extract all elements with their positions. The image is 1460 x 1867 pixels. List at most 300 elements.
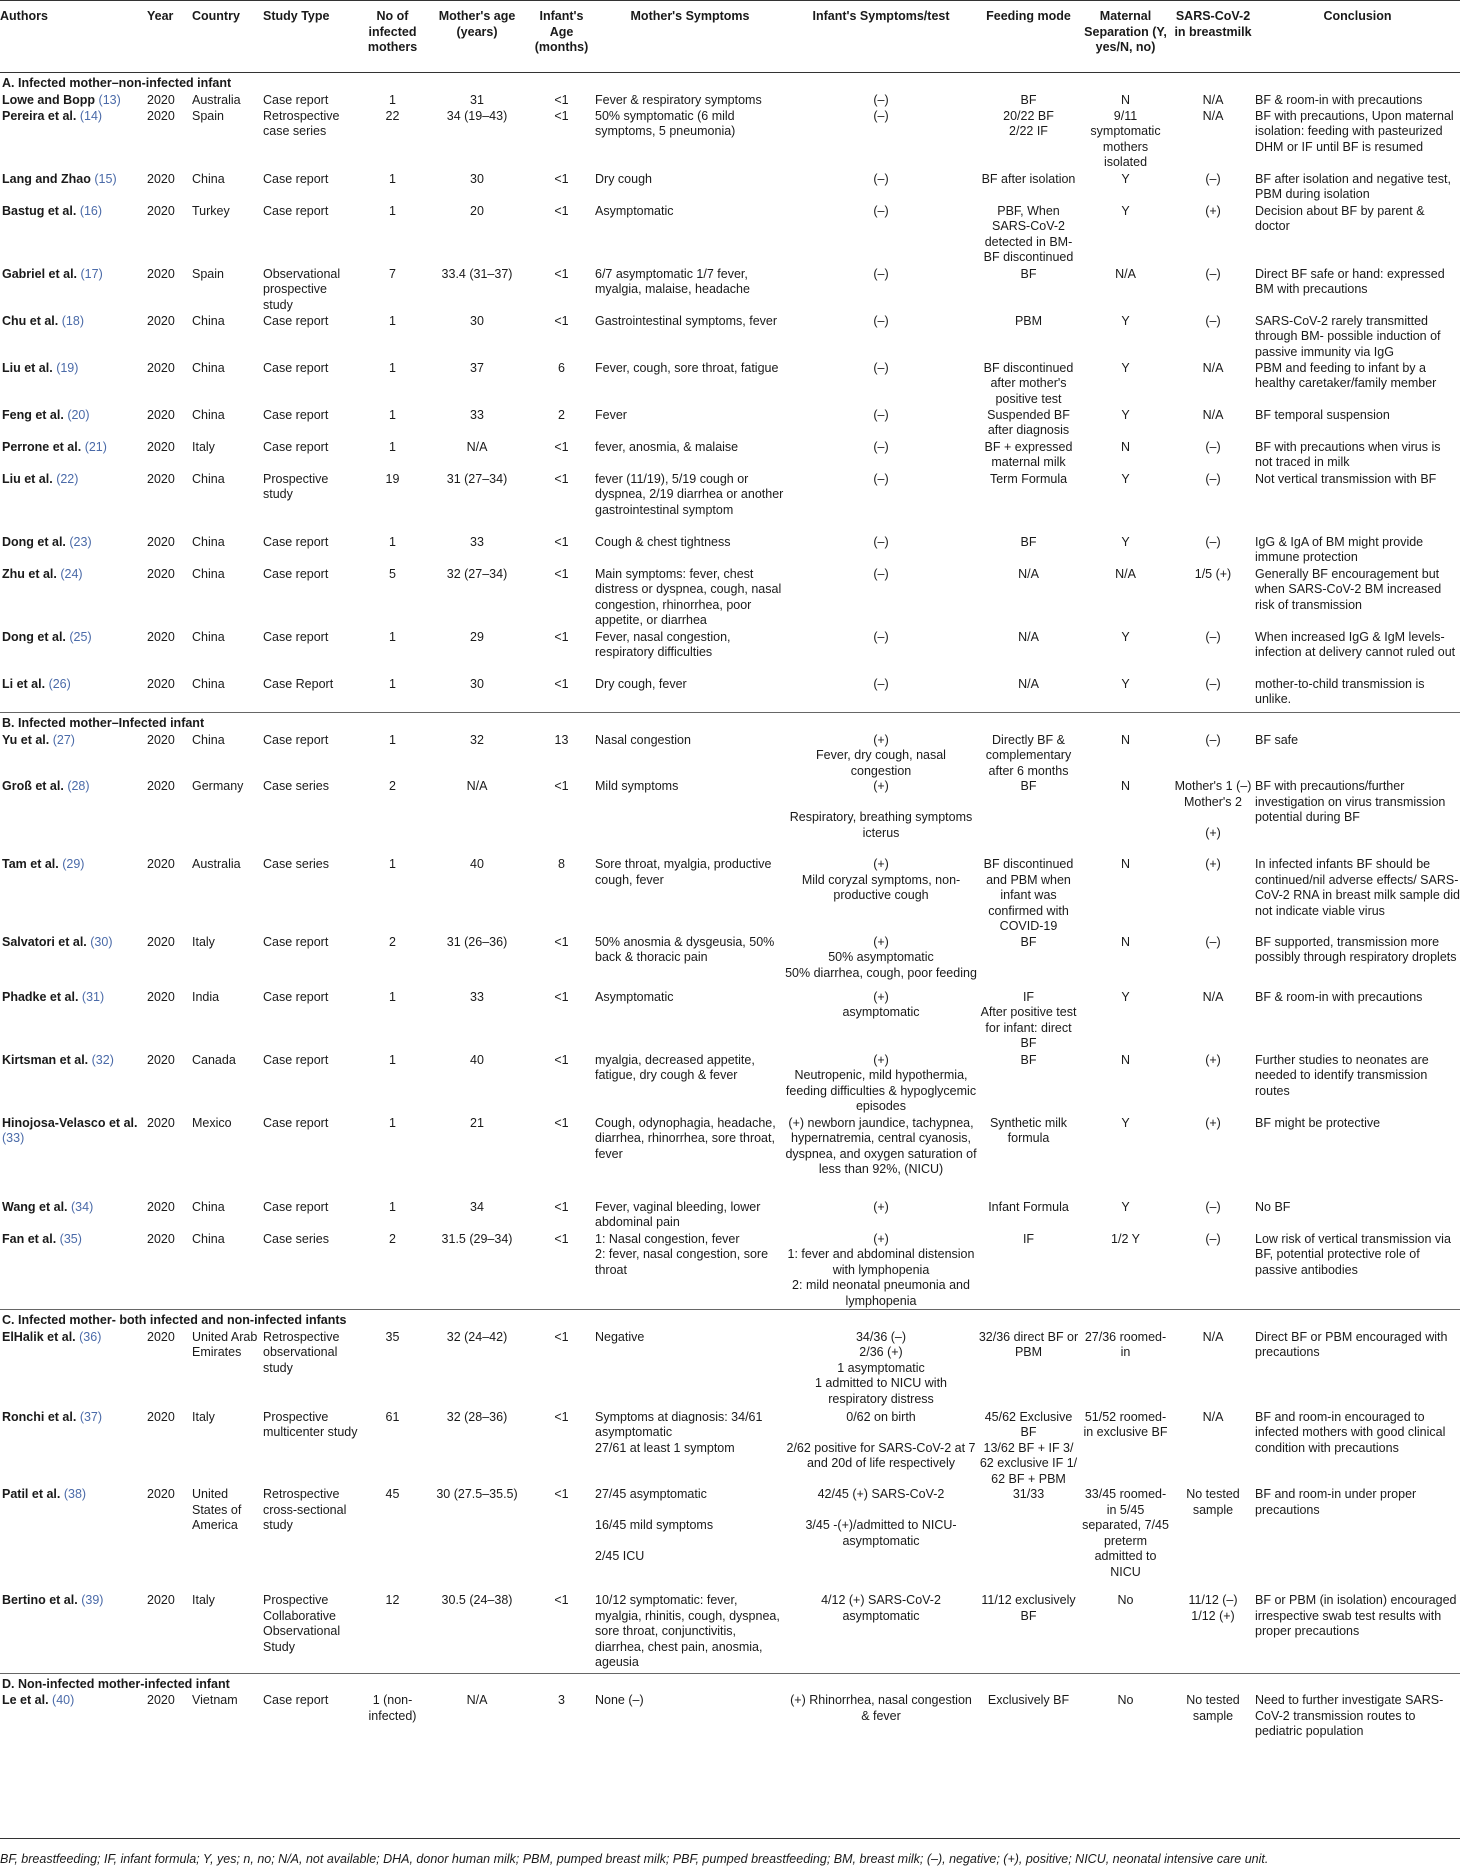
mothers-symptoms-cell: Negative xyxy=(595,1329,645,1344)
country-cell: China xyxy=(192,360,225,375)
maternal-separation-cell: 27/36 roomed-in xyxy=(1084,1329,1167,1359)
reference-link[interactable]: (14) xyxy=(79,108,103,123)
year-cell: 2020 xyxy=(147,203,175,218)
year-cell: 2020 xyxy=(147,1052,175,1067)
infected-mothers-cell: 1 xyxy=(389,732,396,747)
mothers-age-cell: 31 (26–36) xyxy=(446,934,508,949)
conclusion-cell: BF & room-in with precautions xyxy=(1255,92,1423,107)
maternal-separation-cell: N/A xyxy=(1115,566,1136,581)
mothers-symptoms-cell: Fever, cough, sore throat, fatigue xyxy=(595,360,779,375)
study-type-cell: Retrospective case series xyxy=(263,108,340,138)
table-row xyxy=(0,1053,1460,1116)
mothers-symptoms-cell: 50% symptomatic (6 mild symptoms, 5 pneumonia) xyxy=(595,108,736,138)
infected-mothers-cell: 1 xyxy=(389,1199,396,1214)
infected-mothers-cell: 2 xyxy=(389,934,396,949)
infants-symptoms-cell: 42/45 (+) SARS-CoV-2 3/45 -(+)/admitted to NICU-asymptomatic xyxy=(805,1487,957,1548)
maternal-separation-cell: Y xyxy=(1121,407,1130,422)
table-row xyxy=(0,630,1460,677)
feeding-mode-cell: PBM xyxy=(1014,313,1043,328)
reference-link[interactable]: (17) xyxy=(80,266,103,281)
infants-age-cell: <1 xyxy=(554,566,569,581)
author-cell xyxy=(0,1053,147,1116)
infected-mothers-cell: 61 xyxy=(385,1409,400,1424)
author-name: Dong et al. xyxy=(2,629,66,644)
conclusion-cell: BF supported, transmission more possibly through respiratory droplets xyxy=(1255,934,1457,964)
mothers-symptoms-cell: Asymptomatic xyxy=(595,203,674,218)
mothers-symptoms-cell: Cough & chest tightness xyxy=(595,534,731,549)
infants-symptoms-cell: (–) xyxy=(873,313,889,328)
author-cell xyxy=(0,535,147,567)
table-row xyxy=(0,361,1460,408)
col-header-authors: Authors xyxy=(0,1,147,73)
infants-symptoms-cell: (+) Respiratory, breathing symptoms icterus xyxy=(789,779,973,840)
feeding-mode-cell: N/A xyxy=(1018,566,1039,581)
feeding-mode-cell: N/A xyxy=(1018,676,1039,691)
infants-symptoms-cell: (+) Fever, dry cough, nasal congestion xyxy=(816,732,946,778)
year-cell: 2020 xyxy=(147,989,175,1004)
feeding-mode-cell: BF discontinued and PBM when infant was confirmed with COVID-19 xyxy=(983,857,1074,933)
mothers-symptoms-cell: Mild symptoms xyxy=(595,779,679,793)
col-header-mothers-symptoms: Mother's Symptoms xyxy=(595,1,785,73)
reference-link[interactable]: (16) xyxy=(79,203,103,218)
infected-mothers-cell: 1 xyxy=(389,92,396,107)
breastmilk-result-cell: (–) xyxy=(1205,534,1221,549)
author-name: Wang et al. xyxy=(2,1199,68,1214)
study-type-cell: Case series xyxy=(263,779,329,793)
conclusion-cell: BF or PBM (in isolation) encouraged irrespective swab test results with proper precautions xyxy=(1255,1593,1457,1638)
col-header-maternal-separation: Maternal Separation (Y, yes/N, no) xyxy=(1080,1,1171,73)
mothers-age-cell: N/A xyxy=(466,1693,488,1707)
country-cell: United Arab Emirates xyxy=(192,1329,258,1359)
conclusion-cell: No BF xyxy=(1255,1199,1291,1214)
infected-mothers-cell: 1 xyxy=(389,203,396,218)
feeding-mode-cell: 11/12 exclusively BF xyxy=(981,1593,1076,1623)
breastmilk-result-cell: (–) xyxy=(1205,934,1221,949)
mothers-symptoms-cell: Cough, odynophagia, headache, diarrhea, rhinorrhea, sore throat, fever xyxy=(595,1115,776,1161)
table-row xyxy=(0,1200,1460,1232)
country-cell: China xyxy=(192,676,225,691)
author-cell xyxy=(0,408,147,440)
country-cell: Italy xyxy=(192,1593,215,1607)
author-cell xyxy=(0,1693,147,1740)
reference-link[interactable]: (33) xyxy=(2,1131,25,1145)
year-cell: 2020 xyxy=(147,407,175,422)
author-cell xyxy=(0,1487,147,1593)
reference-link[interactable]: (20) xyxy=(67,407,90,422)
reference-link[interactable]: (24) xyxy=(60,566,83,581)
maternal-separation-cell: N xyxy=(1120,779,1131,793)
table-row xyxy=(0,935,1460,990)
infants-symptoms-cell: (+) Neutropenic, mild hypothermia, feeding difficulties & hypoglycemic episodes xyxy=(785,1052,977,1113)
mothers-symptoms-cell: 50% anosmia & dysgeusia, 50% back & thoracic pain xyxy=(595,934,775,964)
infants-age-cell: <1 xyxy=(554,471,569,486)
col-header-infants-age: Infant's Age (months) xyxy=(528,1,595,73)
breastmilk-result-cell: (–) xyxy=(1205,439,1221,454)
infected-mothers-cell: 1 xyxy=(389,439,396,454)
feeding-mode-cell: BF xyxy=(1020,266,1037,281)
section-row xyxy=(0,1673,1460,1693)
infants-symptoms-cell: (–) xyxy=(873,676,889,691)
author-cell xyxy=(0,440,147,472)
mothers-age-cell: 33.4 (31–37) xyxy=(441,266,513,281)
study-type-cell: Case report xyxy=(263,407,329,422)
year-cell: 2020 xyxy=(147,934,175,949)
maternal-separation-cell: Y xyxy=(1121,171,1130,186)
feeding-mode-cell: IF After positive test for infant: direct BF xyxy=(980,989,1077,1050)
year-cell: 2020 xyxy=(147,629,175,644)
mothers-age-cell: 20 xyxy=(470,203,484,218)
author-cell xyxy=(0,361,147,408)
conclusion-cell: BF & room-in with precautions xyxy=(1255,989,1423,1004)
author-cell xyxy=(0,935,147,990)
mothers-age-cell: 30 xyxy=(470,171,484,186)
country-cell: China xyxy=(192,1231,225,1246)
year-cell: 2020 xyxy=(147,471,175,486)
conclusion-cell: Direct BF or PBM encouraged with precautions xyxy=(1255,1329,1448,1359)
author-cell xyxy=(0,1200,147,1232)
feeding-mode-cell: BF xyxy=(1020,534,1037,549)
col-header-mothers-age: Mother's age (years) xyxy=(426,1,528,73)
reference-link[interactable]: (27) xyxy=(52,732,75,747)
section-title: D. Non-infected mother-infected infant xyxy=(0,1673,1460,1693)
country-cell: China xyxy=(192,534,225,549)
conclusion-cell: BF might be protective xyxy=(1255,1115,1381,1130)
author-cell xyxy=(0,677,147,713)
reference-link[interactable]: (28) xyxy=(67,779,90,793)
reference-link[interactable]: (15) xyxy=(94,171,117,186)
author-cell xyxy=(0,990,147,1053)
reference-link[interactable]: (32) xyxy=(91,1052,114,1067)
breastmilk-result-cell: N/A xyxy=(1202,1329,1224,1344)
section-title: C. Infected mother- both infected and non-infected infants xyxy=(0,1310,1460,1330)
infants-symptoms-cell: (–) xyxy=(873,534,889,549)
author-cell xyxy=(0,630,147,677)
maternal-separation-cell: N xyxy=(1120,439,1131,454)
conclusion-cell: BF after isolation and negative test, PBM during isolation xyxy=(1255,171,1451,201)
mothers-symptoms-cell: Symptoms at diagnosis: 34/61 asymptomatic 27/61 at least 1 symptom xyxy=(595,1409,763,1455)
section-row xyxy=(0,713,1460,733)
year-cell: 2020 xyxy=(147,534,175,549)
reference-link[interactable]: (18) xyxy=(61,313,84,328)
table-row xyxy=(0,314,1460,361)
infants-age-cell: <1 xyxy=(554,439,569,454)
infected-mothers-cell: 12 xyxy=(385,1593,400,1607)
infants-age-cell: <1 xyxy=(554,1231,569,1246)
infants-symptoms-cell: (+) newborn jaundice, tachypnea, hypernatremia, central cyanosis, dyspnea, and oxygen saturation of less than 92%, (NICU) xyxy=(785,1115,977,1176)
country-cell: China xyxy=(192,471,225,486)
table-row xyxy=(0,857,1460,935)
author-cell xyxy=(0,472,147,535)
table-row xyxy=(0,677,1460,713)
infants-symptoms-cell: 4/12 (+) SARS-CoV-2 asymptomatic xyxy=(821,1593,941,1623)
table-row xyxy=(0,1232,1460,1310)
study-type-cell: Case series xyxy=(263,1231,329,1246)
breastmilk-result-cell: No tested sample xyxy=(1186,1487,1240,1517)
author-cell xyxy=(0,733,147,780)
feeding-mode-cell: BF discontinued after mother's positive test xyxy=(983,360,1074,406)
infected-mothers-cell: 2 xyxy=(389,1231,396,1246)
infected-mothers-cell: 35 xyxy=(385,1329,400,1344)
author-cell xyxy=(0,204,147,267)
infected-mothers-cell: 1 xyxy=(389,629,396,644)
mothers-symptoms-cell: fever, anosmia, & malaise xyxy=(595,439,739,454)
infected-mothers-cell: 1 xyxy=(389,676,396,691)
infected-mothers-cell: 1 xyxy=(389,360,396,375)
year-cell: 2020 xyxy=(147,1115,175,1130)
maternal-separation-cell: Y xyxy=(1121,989,1130,1004)
infected-mothers-cell: 1 xyxy=(389,313,396,328)
reference-link[interactable]: (25) xyxy=(69,629,92,644)
mothers-symptoms-cell: Fever & respiratory symptoms xyxy=(595,92,762,107)
mothers-age-cell: 37 xyxy=(470,360,484,375)
year-cell: 2020 xyxy=(147,1693,175,1707)
mothers-age-cell: 30.5 (24–38) xyxy=(441,1593,513,1607)
breastmilk-result-cell: No tested sample xyxy=(1186,1693,1240,1723)
country-cell: India xyxy=(192,989,220,1004)
infants-age-cell: 13 xyxy=(554,732,569,747)
table-row xyxy=(0,733,1460,780)
infants-symptoms-cell: 34/36 (–) 2/36 (+) 1 asymptomatic 1 admitted to NICU with respiratory distress xyxy=(815,1329,947,1406)
year-cell: 2020 xyxy=(147,566,175,581)
conclusion-cell: BF and room-in encouraged to infected mothers with good clinical condition with precautions xyxy=(1255,1409,1446,1455)
infants-symptoms-cell: (+) Rhinorrhea, nasal congestion & fever xyxy=(790,1693,972,1723)
maternal-separation-cell: 9/11 symptomatic mothers isolated xyxy=(1090,108,1161,169)
mothers-symptoms-cell: Fever, vaginal bleeding, lower abdominal pain xyxy=(595,1199,761,1229)
year-cell: 2020 xyxy=(147,857,175,871)
breastmilk-result-cell: Mother's 1 (–) Mother's 2 (+) xyxy=(1174,779,1252,840)
country-cell: Germany xyxy=(192,779,244,793)
feeding-mode-cell: 31/33 xyxy=(1012,1487,1045,1501)
reference-link[interactable]: (21) xyxy=(84,439,107,454)
breastmilk-result-cell: (–) xyxy=(1205,1231,1221,1246)
country-cell: China xyxy=(192,313,225,328)
infected-mothers-cell: 1 xyxy=(389,171,396,186)
feeding-mode-cell: 32/36 direct BF or PBM xyxy=(978,1329,1079,1359)
breastmilk-result-cell: N/A xyxy=(1202,407,1224,422)
study-type-cell: Case report xyxy=(263,989,329,1004)
year-cell: 2020 xyxy=(147,732,175,747)
reference-link[interactable]: (38) xyxy=(63,1487,87,1501)
feeding-mode-cell: BF xyxy=(1020,934,1037,949)
author-cell xyxy=(0,1116,147,1200)
table-row xyxy=(0,172,1460,204)
conclusion-cell: BF with precautions, Upon maternal isolation: feeding with pasteurized DHM or IF until BF is resumed xyxy=(1255,108,1454,154)
author-name: Lowe and Bopp xyxy=(2,92,96,107)
table-row xyxy=(0,408,1460,440)
author-name: Pereira et al. xyxy=(2,108,77,123)
author-name: Le et al. xyxy=(2,1693,49,1707)
year-cell: 2020 xyxy=(147,266,175,281)
conclusion-cell: IgG & IgA of BM might provide immune protection xyxy=(1255,534,1424,564)
study-type-cell: Case report xyxy=(263,934,329,949)
infants-symptoms-cell: (–) xyxy=(873,439,889,454)
country-cell: China xyxy=(192,629,225,644)
reference-link[interactable]: (13) xyxy=(98,92,121,107)
mothers-age-cell: 32 xyxy=(470,732,484,747)
breastmilk-result-cell: N/A xyxy=(1202,1409,1224,1424)
country-cell: China xyxy=(192,566,225,581)
study-type-cell: Case Report xyxy=(263,676,334,691)
conclusion-cell: PBM and feeding to infant by a healthy caretaker/family member xyxy=(1255,360,1437,390)
maternal-separation-cell: Y xyxy=(1121,1115,1130,1130)
author-name: Fan et al. xyxy=(2,1231,57,1246)
col-header-sars-in-breastmilk: SARS-CoV-2 in breastmilk xyxy=(1171,1,1255,73)
infected-mothers-cell: 2 xyxy=(389,779,396,793)
infants-symptoms-cell: (+) asymptomatic xyxy=(842,989,920,1019)
infants-age-cell: <1 xyxy=(554,92,569,107)
mothers-symptoms-cell: 1: Nasal congestion, fever 2: fever, nasal congestion, sore throat xyxy=(595,1231,769,1277)
reference-link[interactable]: (37) xyxy=(79,1409,103,1424)
reference-link[interactable]: (26) xyxy=(48,676,71,691)
infected-mothers-cell: 1 xyxy=(389,1052,396,1067)
infants-age-cell: 8 xyxy=(558,857,565,871)
table-footnote: BF, breastfeeding; IF, infant formula; Y, yes; n, no; N/A, not available; DHA, donor human milk; PBM, pumped breast milk; PBF, pumped breastfeeding; BM, breast milk; (–), negative; (+), positive; NICU, neonatal intensive care unit. xyxy=(0,1852,1269,1866)
author-cell xyxy=(0,1330,147,1410)
col-header-country: Country xyxy=(192,1,263,73)
infected-mothers-cell: 1 xyxy=(389,407,396,422)
reference-link[interactable]: (39) xyxy=(81,1593,104,1607)
infants-symptoms-cell: (+) 50% asymptomatic 50% diarrhea, cough, poor feeding xyxy=(785,934,977,980)
feeding-mode-cell: BF xyxy=(1020,779,1037,793)
country-cell: China xyxy=(192,732,225,747)
mothers-age-cell: 30 (27.5–35.5) xyxy=(436,1487,518,1501)
conclusion-cell: When increased IgG & IgM levels-infection at delivery cannot ruled out xyxy=(1255,629,1456,659)
reference-link[interactable]: (34) xyxy=(71,1199,94,1214)
infants-symptoms-cell: (+) xyxy=(873,1199,889,1214)
breastmilk-result-cell: (+) xyxy=(1205,1115,1221,1130)
author-name: Lang and Zhao xyxy=(2,171,91,186)
conclusion-cell: BF safe xyxy=(1255,732,1299,747)
study-type-cell: Prospective Collaborative Observational Study xyxy=(263,1593,341,1654)
author-name: ElHalik et al. xyxy=(2,1329,76,1344)
conclusion-cell: BF with precautions/further investigation on virus transmission potential during BF xyxy=(1255,779,1446,824)
country-cell: China xyxy=(192,1199,225,1214)
conclusion-cell: Not vertical transmission with BF xyxy=(1255,471,1437,486)
mothers-symptoms-cell: 10/12 symptomatic: fever, myalgia, rhinitis, cough, dyspnea, sore throat, conjunctivitis, diarrhea, chest pain, anosmia, ageusia xyxy=(595,1593,780,1669)
mothers-age-cell: N/A xyxy=(466,439,488,454)
author-name: Li et al. xyxy=(2,676,46,691)
author-name: Chu et al. xyxy=(2,313,59,328)
mothers-symptoms-cell: Sore throat, myalgia, productive cough, fever xyxy=(595,857,772,887)
country-cell: Spain xyxy=(192,108,224,123)
author-name: Dong et al. xyxy=(2,534,66,549)
infants-symptoms-cell: (–) xyxy=(873,92,889,107)
year-cell: 2020 xyxy=(147,360,175,375)
author-cell xyxy=(0,172,147,204)
mothers-age-cell: 21 xyxy=(470,1115,484,1130)
section-title: B. Infected mother–Infected infant xyxy=(0,713,1460,733)
mothers-age-cell: 33 xyxy=(470,407,484,422)
table-row xyxy=(0,1593,1460,1673)
table-row xyxy=(0,535,1460,567)
breastmilk-result-cell: (–) xyxy=(1205,266,1221,281)
section-row xyxy=(0,73,1460,93)
country-cell: Vietnam xyxy=(192,1693,238,1707)
table-row xyxy=(0,1410,1460,1488)
infected-mothers-cell: 1 (non-infected) xyxy=(368,1693,417,1723)
maternal-separation-cell: No xyxy=(1117,1693,1134,1707)
feeding-mode-cell: Exclusively BF xyxy=(987,1693,1070,1707)
col-header-infants-symptoms: Infant's Symptoms/test xyxy=(785,1,977,73)
mothers-age-cell: N/A xyxy=(466,779,488,793)
reference-link[interactable]: (22) xyxy=(56,471,79,486)
col-header-year: Year xyxy=(147,1,192,73)
year-cell: 2020 xyxy=(147,1409,175,1424)
col-header-conclusion: Conclusion xyxy=(1255,1,1460,73)
conclusion-cell: Low risk of vertical transmission via BF, potential protective role of passive antibodies xyxy=(1255,1231,1451,1277)
author-name: Kirtsman et al. xyxy=(2,1052,89,1067)
author-cell xyxy=(0,779,147,857)
reference-link[interactable]: (35) xyxy=(59,1231,82,1246)
conclusion-cell: BF and room-in under proper precautions xyxy=(1255,1487,1417,1517)
author-cell xyxy=(0,314,147,361)
country-cell: Italy xyxy=(192,1409,215,1424)
infants-age-cell: <1 xyxy=(554,1052,569,1067)
breastmilk-result-cell: (–) xyxy=(1205,732,1221,747)
author-name: Feng et al. xyxy=(2,407,64,422)
infected-mothers-cell: 19 xyxy=(385,471,400,486)
maternal-separation-cell: Y xyxy=(1121,203,1130,218)
infants-symptoms-cell: (–) xyxy=(873,203,889,218)
study-type-cell: Case report xyxy=(263,360,329,375)
bottom-rule xyxy=(0,1838,1460,1839)
study-type-cell: Case report xyxy=(263,171,329,186)
maternal-separation-cell: Y xyxy=(1121,629,1130,644)
maternal-separation-cell: Y xyxy=(1121,676,1130,691)
infants-age-cell: <1 xyxy=(554,203,569,218)
maternal-separation-cell: 1/2 Y xyxy=(1111,1231,1140,1246)
infants-age-cell: <1 xyxy=(554,108,569,123)
year-cell: 2020 xyxy=(147,1593,175,1607)
reference-link[interactable]: (40) xyxy=(52,1693,75,1707)
mothers-age-cell: 33 xyxy=(470,534,484,549)
table-row xyxy=(0,1487,1460,1593)
reference-link[interactable]: (23) xyxy=(69,534,92,549)
infants-age-cell: <1 xyxy=(554,934,569,949)
maternal-separation-cell: Y xyxy=(1121,534,1130,549)
reference-link[interactable]: (30) xyxy=(90,934,113,949)
country-cell: Turkey xyxy=(192,203,230,218)
infants-symptoms-cell: (+) Mild coryzal symptoms, non-productive cough xyxy=(801,857,961,902)
conclusion-cell: Direct BF safe or hand: expressed BM with precautions xyxy=(1255,266,1445,296)
reference-link[interactable]: (36) xyxy=(79,1329,102,1344)
breastmilk-result-cell: 11/12 (–) 1/12 (+) xyxy=(1188,1593,1238,1623)
maternal-separation-cell: N/A xyxy=(1115,266,1136,281)
reference-link[interactable]: (19) xyxy=(56,360,79,375)
reference-link[interactable]: (31) xyxy=(81,989,105,1004)
reference-link[interactable]: (29) xyxy=(62,857,85,871)
infants-symptoms-cell: (–) xyxy=(873,266,889,281)
author-cell xyxy=(0,1593,147,1673)
infected-mothers-cell: 1 xyxy=(389,989,396,1004)
mothers-age-cell: 30 xyxy=(470,313,484,328)
infants-age-cell: <1 xyxy=(554,266,569,281)
study-type-cell: Prospective multicenter study xyxy=(263,1409,358,1439)
study-type-cell: Case report xyxy=(263,1199,329,1214)
infants-age-cell: <1 xyxy=(554,1329,569,1344)
study-type-cell: Case report xyxy=(263,732,329,747)
mothers-symptoms-cell: myalgia, decreased appetite, fatigue, dry cough & fever xyxy=(595,1052,755,1082)
breastmilk-result-cell: N/A xyxy=(1202,360,1224,375)
infants-symptoms-cell: 0/62 on birth 2/62 positive for SARS-CoV-2 at 7 and 20d of life respectively xyxy=(786,1409,976,1470)
country-cell: Spain xyxy=(192,266,224,281)
infants-age-cell: <1 xyxy=(554,676,569,691)
study-type-cell: Case report xyxy=(263,629,329,644)
feeding-mode-cell: BF + expressed maternal milk xyxy=(984,439,1073,469)
table-row xyxy=(0,1116,1460,1200)
year-cell: 2020 xyxy=(147,1199,175,1214)
infants-symptoms-cell: (–) xyxy=(873,171,889,186)
